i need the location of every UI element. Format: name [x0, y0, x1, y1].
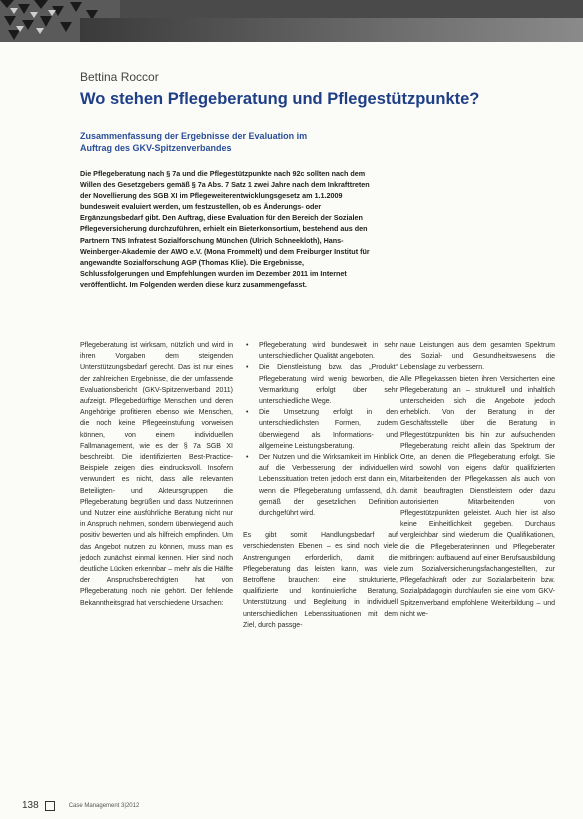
author-name: Bettina Roccor [80, 70, 159, 84]
list-item: • Der Nutzen und die Wirksamkeit im Hinblick auf die Verbesserung der individuellen Lebenssituation treten jedoch erst dann ein, wenn die Pflegeberatung umfassend, d.h. gemäß der gesetzlichen Definition durchgeführt wird. [243, 452, 398, 519]
subtitle-line: Auftrag des GKV-Spitzenverbandes [80, 143, 232, 153]
body-column-1 [80, 340, 233, 609]
list-item: • Pflegeberatung wird bundesweit in sehr unterschiedlicher Qualität angeboten. [243, 340, 398, 362]
cause-list [243, 340, 398, 519]
body-column-2 [243, 340, 398, 631]
body-paragraph: Alle Pflegekassen bieten ihren Versicherten eine Pflegeberatung an – strukturell und inhaltlich unterscheiden sich die Angebote jedoch erheblich. Von der Beratung in der Geschäftsstelle über die Beratung in Pflegestützpunkten bis hin zur aufsuchenden Pflegeberatung reicht allein das Spektrum der Orte, an denen die Pflegeberatung erfolgt. Sie wird sowohl von eigens dafür qualifizierten Mitarbeitenden der Pflegekassen als auch von damit beauftragten Dienstleistern oder dazu autorisierten Mitarbeitenden von Pflegestützpunkten geleistet. Auch hier ist also keine Einheitlichkeit gegeben. Durchaus vergleichbar sind wiederum die Qualifikationen, die die Pflegeberaterinnen und Pflegeberater mitbringen: aufbauend auf einer Berufsausbildung zum Sozialversicherungsfachangestellten, zur Pflegefachkraft oder zur Sozialarbeiterin bzw. Sozialpädagogin durchlaufen sie eine vom GKV-Spitzenverband empfohlene Weiterbildung – und nicht we- [400, 375, 555, 618]
article-subtitle [80, 130, 380, 154]
journal-name: Case Management 3|2012 [68, 802, 140, 809]
page-number: 138 [22, 800, 39, 811]
list-item: • Die Dienstleistung bzw. das „Produkt“ Pflegeberatung wird wenig beworben, die Vermarktung erfolgt über sehr unterschiedliche Wege. [243, 362, 398, 407]
body-paragraph: Es gibt somit Handlungsbedarf auf verschiedensten Ebenen – es sind noch viele Anstrengungen erforderlich, damit die Pflegeberatung das leisten kann, was viele Betroffene brauchen: eine strukturierte, qualifizierte und kontinuierliche Beratung, Unterstützung und Begleitung in individuell unterschiedlichen Lebenssituationen mit dem Ziel, durch passge- [243, 532, 398, 629]
body-paragraph: Pflegeberatung ist wirksam, nützlich und wird in ihren Vorgaben dem steigenden Unterstützungsbedarf gerecht. Das ist nur eines der zahlreichen Ergebnisse, die der umfassende Evaluationsbericht (GKV-Spitzenverband 2011) aufzeigt. Pflegebedürftige Menschen und deren Angehörige profitieren ebenso wie Menschen, die noch keine Pflegeeinstufung vorweisen können, von einem individuellen Fallmanagement, wie es der § 7a SGB XI beschreibt. Die identifizierten Best-Practice-Beispiele zeigen dies eindrucksvoll. Insofern verwundert es nicht, dass alle relevanten Beteiligten- und Akteursgruppen die Pflegeberatung begrüßen und dass Nutzerinnen und Nutzer eine ausführliche Beratung nicht nur in Anspruch nehmen, sondern überwiegend auch positiv bewerten und als hilfreich empfinden. Um das Angebot nutzen zu können, muss man es jedoch zunächst einmal kennen. Hier sind noch deutliche Lücken erkennbar – mehr als die Hälfte der Anspruchsberechtigten hat von Pflegeberatung noch nie gehört. Der fehlende Bekanntheitsgrad hat verschiedene Ursachen: [80, 342, 233, 607]
banner-stripe [80, 18, 583, 42]
intro-paragraph: Die Pflegeberatung nach § 7a und die Pflegestützpunkte nach 92c sollten nach dem Willen des Gesetzgebers gemäß § 7a Abs. 7 Satz 1 zwei Jahre nach dem Inkrafttreten der Novellierung des SGB XI im Pflegeweiterentwicklungsgesetz am 1.1.2009 bundesweit evaluiert werden, um festzustellen, ob es Änderungs- oder Ergänzungsbedarf gibt. Den Auftrag, diese Evaluation für den Bereich der Sozialen Pflegeversicherung durchzuführen, erhielt ein Bieterkonsortium, bestehend aus den Partnern TNS Infratest Sozialforschung München (Ulrich Schneekloth), Hans-Weinberger-Akademie der AWO e.V. (Mona Frommelt) und dem Freiburger Institut für angewandte Sozialforschung AGP (Thomas Klie). Die Ergebnisse, Schlussfolgerungen und Empfehlungen wurden im Dezember 2011 im Internet veröffentlicht. Im Folgenden werden diese kurz zusammengefasst. [80, 169, 370, 289]
list-item: • Die Umsetzung erfolgt in den unterschiedlichsten Formen, zudem überwiegend als Informations- und allgemeine Leistungsberatung. [243, 407, 398, 452]
header-banner [0, 0, 583, 42]
subtitle-line: Zusammenfassung der Ergebnisse der Evaluation im [80, 131, 308, 141]
body-column-3 [400, 340, 555, 620]
body-paragraph: naue Leistungen aus dem gesamten Spektrum des Sozial- und Gesundheitswesens die Lebenslage zu verbessern. [400, 342, 555, 372]
journal-logo-icon [45, 801, 55, 811]
article-title: Wo stehen Pflegeberatung und Pflegestützpunkte? [80, 90, 480, 108]
page-footer [22, 800, 139, 811]
